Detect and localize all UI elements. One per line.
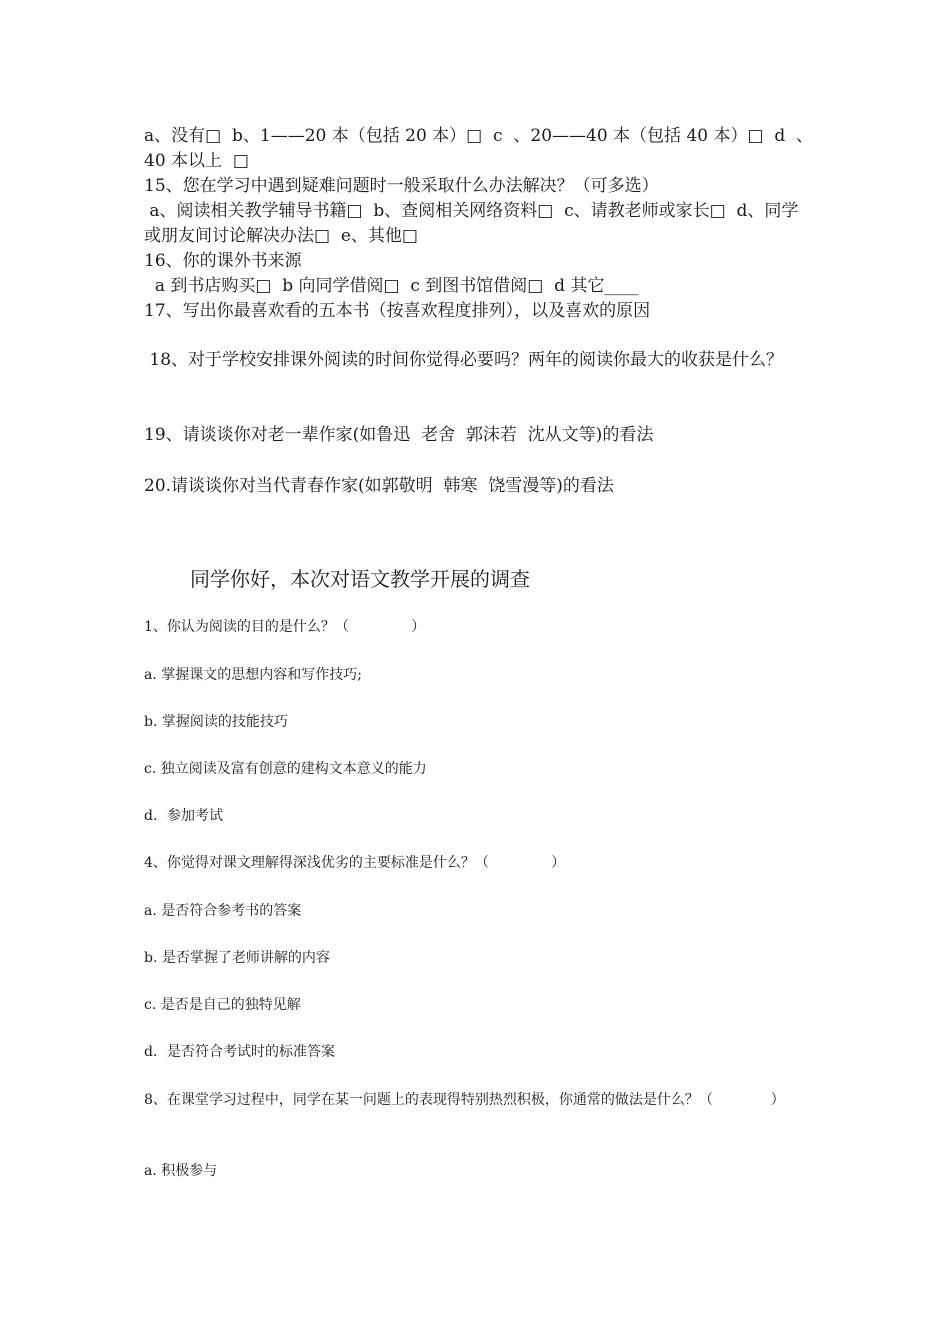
survey-line-10 [144,1040,814,1064]
question-19 [144,423,814,448]
survey-option: c. 独立阅读及富有创意的建构文本意义的能力 [144,761,427,777]
survey-option: b. 是否掌握了老师讲解的内容 [144,950,330,966]
q16-options: a 到书店购买□ b 向同学借阅□ c 到图书馆借阅□ d 其它____ [144,276,639,296]
survey-line-12 [144,1159,814,1183]
survey-line-5 [144,804,814,828]
q16-text: 16、你的课外书来源 [144,251,302,271]
q19-text: 19、请谈谈你对老一辈作家(如鲁迅 老舍 郭沫若 沈从文等)的看法 [144,425,654,445]
survey-line-7 [144,899,814,923]
q15-options: a、阅读相关教学辅导书籍□ b、查阅相关网络资料□ c、请教老师或家长□ d、同学或朋友间讨论解决办法□ e、其他□ [144,201,799,246]
q20-text: 20.请谈谈你对当代青春作家(如郭敬明 韩寒 饶雪漫等)的看法 [144,476,614,496]
survey-option: a. 积极参与 [144,1163,218,1179]
survey-option: a. 掌握课文的思想内容和写作技巧; [144,667,362,683]
survey-line-4 [144,757,814,781]
survey-line-1 [144,615,814,639]
question-16 [144,249,814,299]
survey-line-8 [144,946,814,970]
question-14-options [144,124,814,174]
survey-line-9 [144,993,814,1017]
q14-option-line: a、没有□ b、1——20 本（包括 20 本）□ c 、20——40 本（包括 40 本）□ d 、40 本以上 □ [144,126,814,171]
survey-question-1: 1、你认为阅读的目的是什么？（ ） [144,619,426,635]
survey-question-8: 8、在课堂学习过程中，同学在某一问题上的表现得特别热烈积极，你通常的做法是什么？（ ） [144,1092,785,1108]
survey-question-4: 4、你觉得对课文理解得深浅优劣的主要标准是什么？（ ） [144,855,566,871]
q17-text: 17、写出你最喜欢看的五本书（按喜欢程度排列），以及喜欢的原因 [144,301,651,321]
survey-option: d．是否符合考试时的标准答案 [144,1044,335,1060]
survey-option: b. 掌握阅读的技能技巧 [144,714,288,730]
survey-title-text: 同学你好，本次对语文教学开展的调查 [190,567,530,591]
survey-option: d．参加考试 [144,808,223,824]
q15-text: 15、您在学习中遇到疑难问题时一般采取什么办法解决？（可多选） [144,176,659,196]
survey-line-6 [144,851,814,875]
survey-option: a. 是否符合参考书的答案 [144,903,302,919]
question-20 [144,474,814,499]
question-15 [144,174,814,249]
question-17 [144,299,814,324]
q18-text: 18、对于学校安排课外阅读的时间你觉得必要吗？两年的阅读你最大的收获是什么？ [144,350,784,370]
question-18 [144,348,814,373]
survey-title [190,565,860,593]
survey-option: c. 是否是自己的独特见解 [144,997,301,1013]
survey-line-11 [144,1088,814,1112]
survey-line-2 [144,663,814,687]
survey-line-3 [144,710,814,734]
